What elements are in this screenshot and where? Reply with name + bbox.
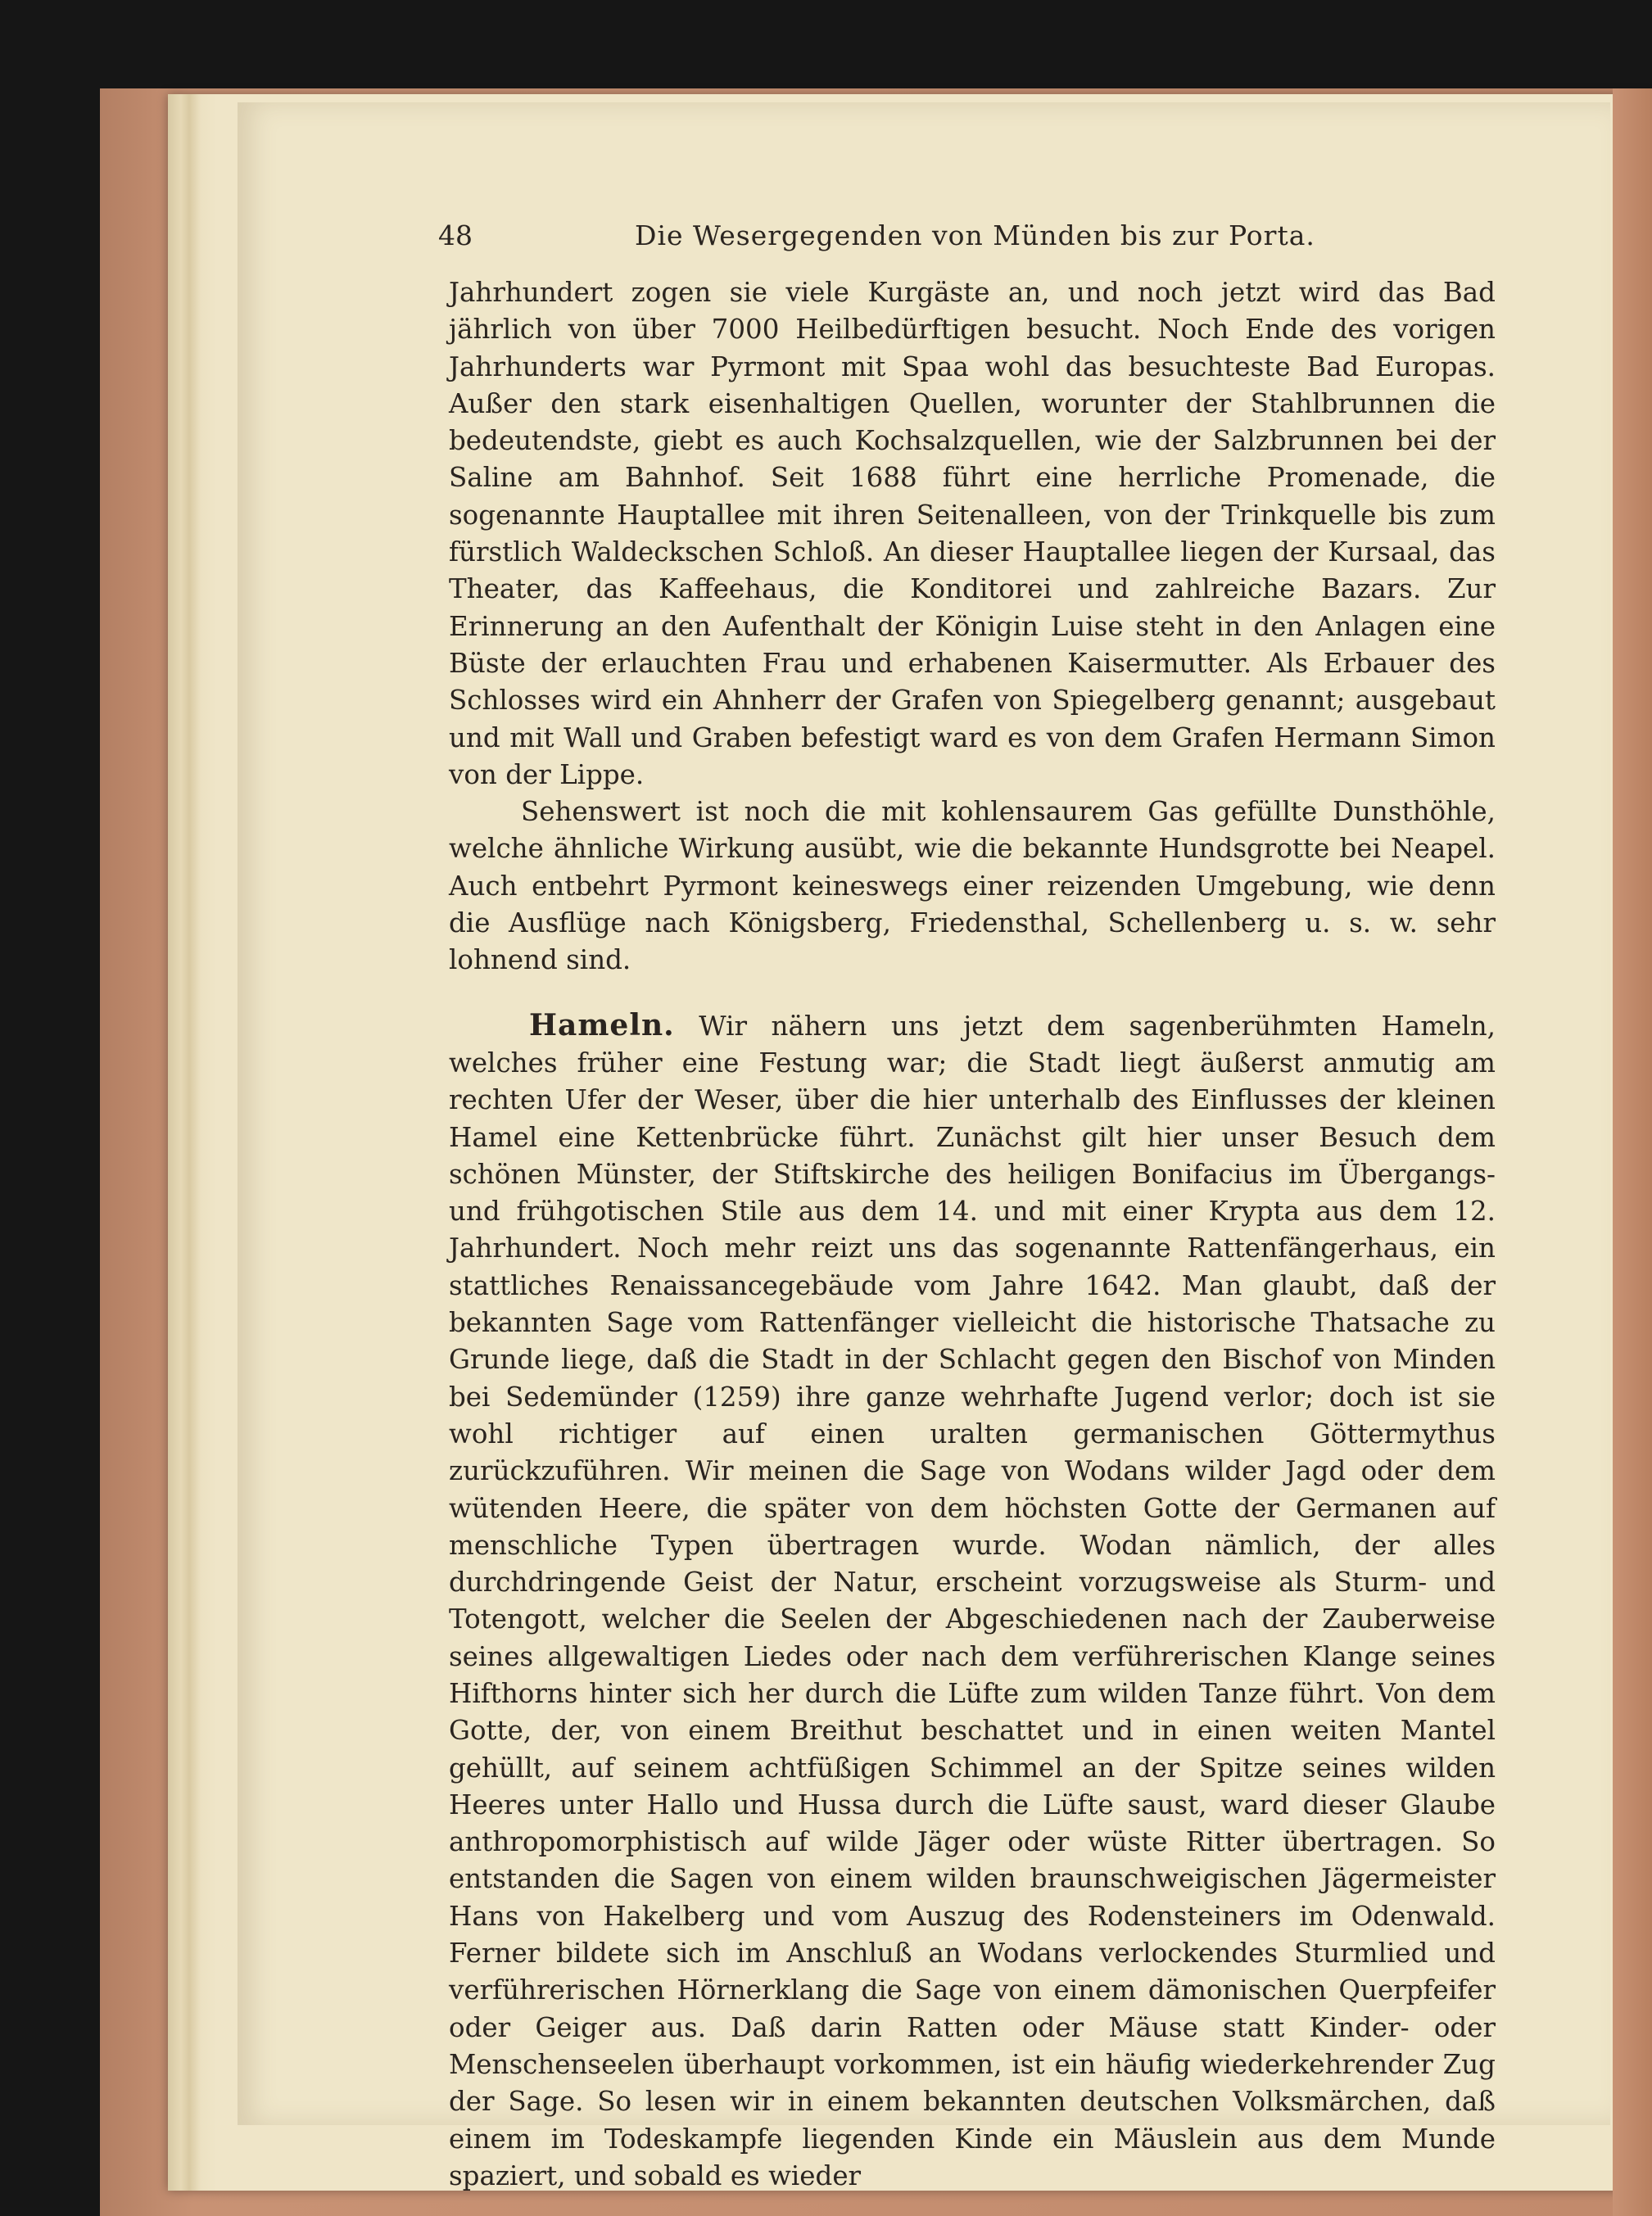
paragraph-pyrmont: Jahrhundert zogen sie viele Kurgäste an, und noch jetzt wird das Bad jährlich von über 7000 Heilbedürftigen besucht. Noch Ende des vorigen Jahrhunderts war Pyrmont mit Spaa wohl das besuchteste Bad Europas. Außer den stark eisenhaltigen Quellen, worunter der Stahlbrunnen die bedeutendste, giebt es auch Kochsalzquellen, wie der Salzbrunnen bei der Saline am Bahnhof. Seit 1688 führt eine herrliche Promenade, die sogenannte Hauptallee mit ihren Seitenalleen, von der Trinkquelle bis zum fürstlich Waldeckschen Schloß. An dieser Hauptallee liegen der Kursaal, das Theater, das Kaffeehaus, die Konditorei und zahlreiche Bazars. Zur Erinnerung an den Aufenthalt der Königin Luise steht in den Anlagen eine Büste der erlauchten Frau und erhabenen Kaisermutter. Als Erbauer des Schlosses wird ein Ahnherr der Grafen von Spiegelberg genannt; ausgebaut und mit Wall und Graben befestigt ward es von dem Grafen Hermann Simon von der Lippe. bbox=[449, 277, 1496, 790]
section-heading: Hameln. bbox=[529, 1007, 675, 1042]
page-number: 48 bbox=[438, 219, 473, 251]
paragraph-hameln-text: Wir nähern uns jetzt dem sagenberühmten Hameln, welches früher eine Festung war; die Stadt liegt äußerst anmutig am rechten Ufer der Weser, über die hier unterhalb des Einflusses der kleinen Hamel eine Kettenbrücke führt. Zunächst gilt hier unser Besuch dem schönen Münster, der Stiftskirche des heiligen Bonifacius im Übergangs- und frühgotischen Stile aus dem 14. und mit einer Krypta aus dem 12. Jahrhundert. Noch mehr reizt uns das sogenannte Rattenfängerhaus, ein stattliches Renaissancegebäude vom Jahre 1642. Man glaubt, daß der bekannten Sage vom Rattenfänger vielleicht die historische Thatsache zu Grunde liege, daß die Stadt in der Schlacht gegen den Bischof von Minden bei Sedemünder (1259) ihre ganze wehrhafte Jugend verlor; doch ist sie wohl richtiger auf einen uralten germanischen Göttermythus zurückzuführen. Wir meinen die Sage von Wodans wilder Jagd oder dem wütenden Heere, die später von dem höchsten Gotte der Germanen auf menschliche Typen übertragen wurde. Wodan nämlich, der alles durchdringende Geist der Natur, erscheint vorzugsweise als Sturm- und Totengott, welcher die Seelen der Abgeschiedenen nach der Zauberweise seines allgewaltigen Liedes oder nach dem verführerischen Klange seines Hifthorns hinter sich her durch die Lüfte zum wilden Tanze führt. Von dem Gotte, der, von einem Breithut beschattet und in einen weiten Mantel gehüllt, auf seinem achtfüßigen Schimmel an der Spitze seines wilden Heeres unter Hallo und Hussa durch die Lüfte saust, ward dieser Glaube anthropomorphistisch auf wilde Jäger oder wüste Ritter übertragen. So entstanden die Sagen von einem wilden braunschweigischen Jägermeister Hans von Hakelberg und vom Auszug des Rodensteiners im Odenwald. Ferner bildete sich im Anschluß an Wodans verlockendes Sturmlied und verführerischen Hörnerklang die Sage von einem dämonischen Querpfeifer oder Geiger aus. Daß darin Ratten oder Mäuse statt Kinder- oder Menschenseelen überhaupt vorkommen, ist ein häufig wiederkehrender Zug der Sage. So lesen wir in einem bekannten deutschen Volksmärchen, daß einem im Todeskampfe liegenden Kinde ein Mäuslein aus dem Munde spaziert, und sobald es wieder bbox=[449, 1010, 1496, 2191]
paragraph-dunsthoehle: Sehenswert ist noch die mit kohlensaurem Gas gefüllte Dunsthöhle, welche ähnliche Wirkung ausübt, wie die bekannte Hundsgrotte bei Neapel. Auch entbehrt Pyrmont keineswegs einer reizenden Umgebung, wie denn die Ausflüge nach Königsberg, Friedensthal, Schellenberg u. s. w. sehr lohnend sind. bbox=[449, 796, 1496, 976]
cover-edge bbox=[1613, 88, 1652, 2216]
body-text bbox=[449, 274, 1496, 2195]
page-header bbox=[438, 219, 1495, 260]
running-title: Die Wesergegenden von Münden bis zur Porta. bbox=[635, 219, 1315, 251]
paragraph-hameln bbox=[449, 1007, 1496, 2196]
